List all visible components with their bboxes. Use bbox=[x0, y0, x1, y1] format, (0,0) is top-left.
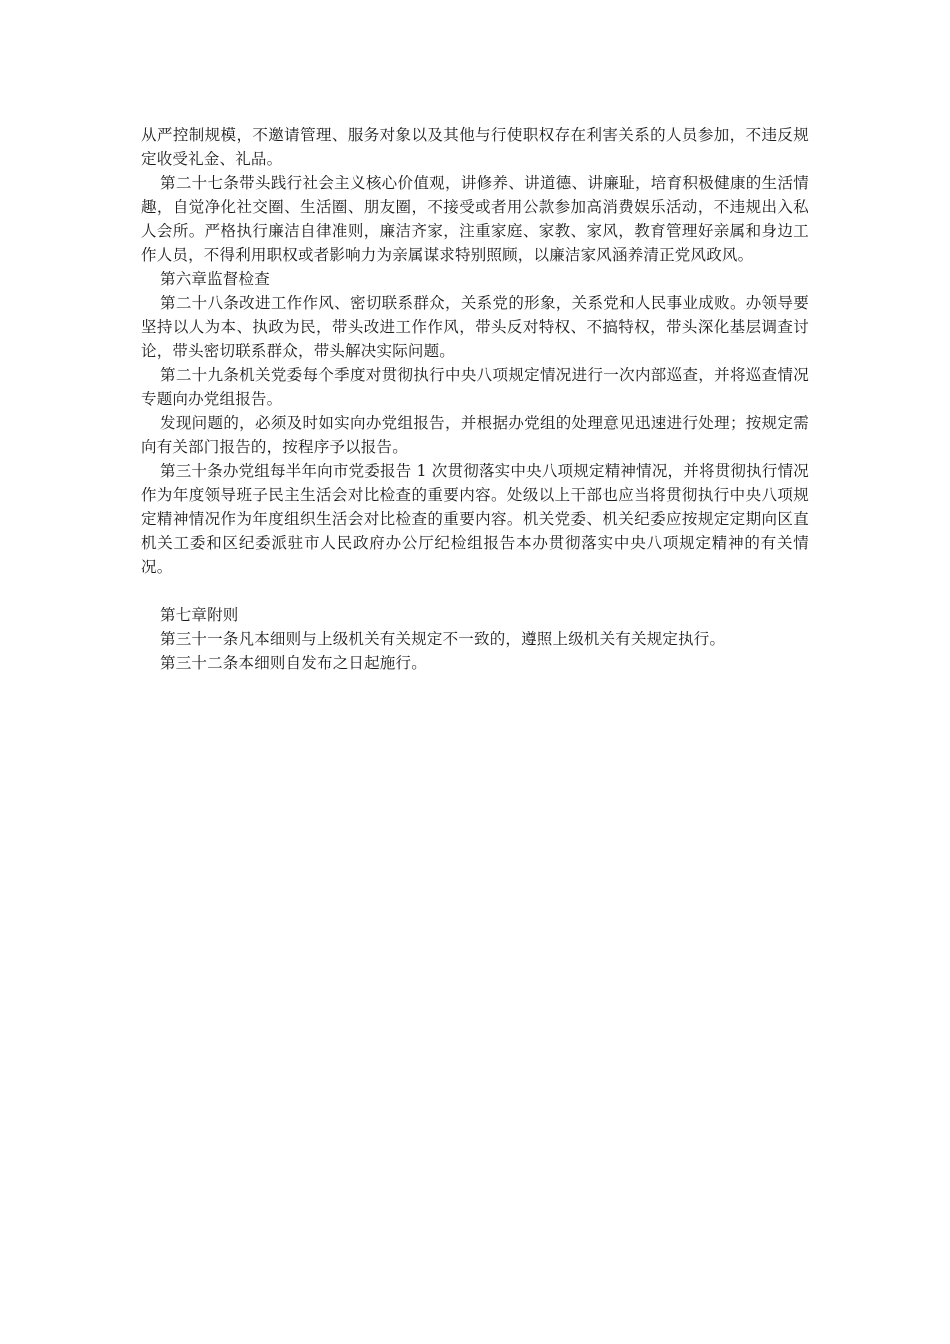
paragraph-continuation: 从严控制规模，不邀请管理、服务对象以及其他与行使职权存在利害关系的人员参加，不违反规定收受礼金、礼品。 bbox=[141, 126, 809, 168]
problem-reporting-paragraph: 发现问题的，必须及时如实向办党组报告，并根据办党组的处理意见迅速进行处理；按规定需向有关部门报告的，按程序予以报告。 bbox=[141, 414, 809, 456]
article-27-paragraph: 第二十七条带头践行社会主义核心价值观，讲修养、讲道德、讲廉耻，培育积极健康的生活情趣，自觉净化社交圈、生活圈、朋友圈，不接受或者用公款参加高消费娱乐活动，不违规出入私人会所。严格执行廉洁自律准则，廉洁齐家，注重家庭、家教、家风，教育管理好亲属和身边工作人员，不得利用职权或者影响力为亲属谋求特别照顾，以廉洁家风涵养清正党风政风。 bbox=[141, 174, 809, 264]
article-29-paragraph: 第二十九条机关党委每个季度对贯彻执行中央八项规定情况进行一次内部巡查，并将巡查情况专题向办党组报告。 bbox=[141, 366, 809, 408]
article-28-paragraph: 第二十八条改进工作作风、密切联系群众，关系党的形象，关系党和人民事业成败。办领导要坚持以人为本、执政为民，带头改进工作作风，带头反对特权、不搞特权，带头深化基层调查讨论，带头密切联系群众，带头解决实际问题。 bbox=[141, 294, 809, 360]
article-32-paragraph: 第三十二条本细则自发布之日起施行。 bbox=[160, 654, 427, 672]
paragraph-spacer bbox=[141, 579, 809, 603]
chapter-7-heading: 第七章附则 bbox=[160, 606, 239, 624]
document-body bbox=[141, 123, 809, 675]
article-31-paragraph: 第三十一条凡本细则与上级机关有关规定不一致的，遵照上级机关有关规定执行。 bbox=[160, 630, 726, 648]
chapter-6-heading: 第六章监督检查 bbox=[160, 270, 270, 288]
article-30-paragraph: 第三十条办党组每半年向市党委报告 1 次贯彻落实中央八项规定精神情况，并将贯彻执行情况作为年度领导班子民主生活会对比检查的重要内容。处级以上干部也应当将贯彻执行中央八项规定精神情况作为年度组织生活会对比检查的重要内容。机关党委、机关纪委应按规定定期向区直机关工委和区纪委派驻市人民政府办公厅纪检组报告本办贯彻落实中央八项规定精神的有关情况。 bbox=[141, 462, 809, 576]
